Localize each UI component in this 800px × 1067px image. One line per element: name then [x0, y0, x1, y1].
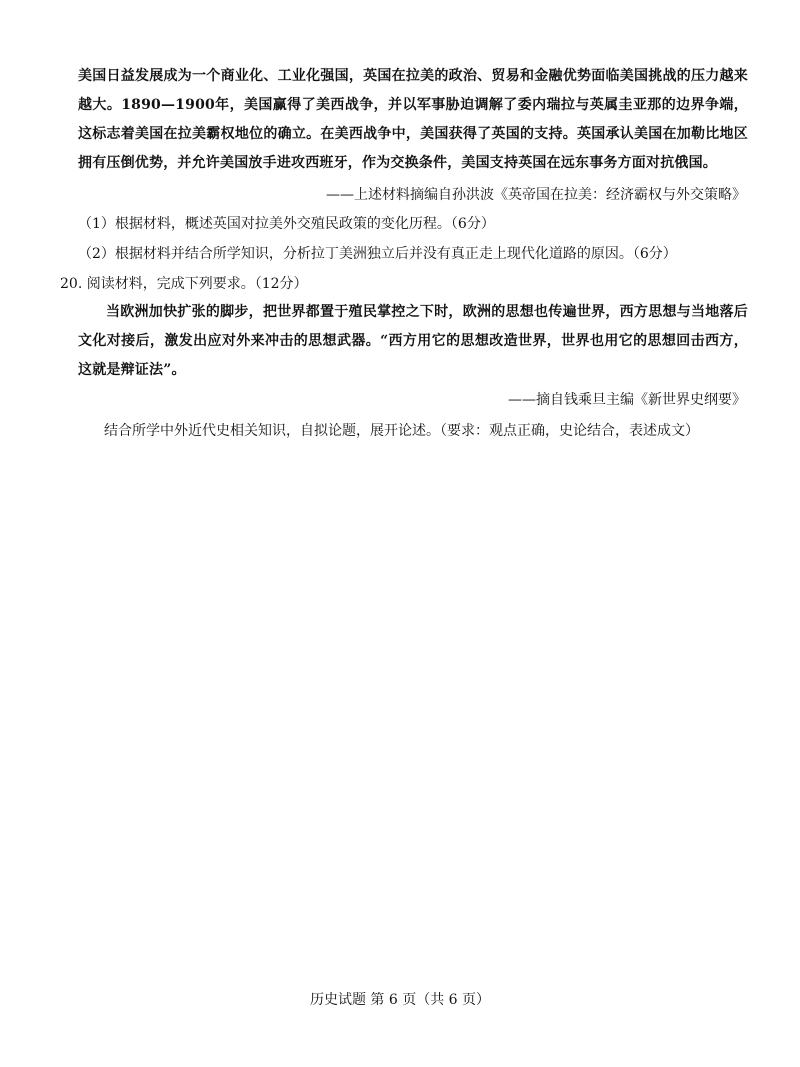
- q19-subquestion-2: （2）根据材料并结合所学知识，分析拉丁美洲独立后并没有真正走上现代化道路的原因。（6分）: [78, 246, 677, 262]
- q19-material-text: 美国日益发展成为一个商业化、工业化强国，英国在拉美的政治、贸易和金融优势面临美国挑战的压力越来越大。1890—1900年，美国赢得了美西战争，并以军事胁迫调解了委内瑞拉与英属圭亚那的边界争端，这标志着美国在拉美霸权地位的确立。在美西战争中，美国获得了英国的支持。英国承认美国在加勒比地区拥有压倒优势，并允许美国放手进攻西班牙，作为交换条件，美国支持英国在远东事务方面对抗俄国。: [78, 68, 748, 171]
- q19-source-citation: ——上述材料摘编自孙洪波《英帝国在拉美：经济霸权与外交策略》: [326, 187, 746, 203]
- q20-source-citation: ——摘自钱乘旦主编《新世界史纲要》: [508, 392, 746, 408]
- q20-heading: 20. 阅读材料，完成下列要求。（12分）: [60, 276, 308, 292]
- q20-material-text: 当欧洲加快扩张的脚步，把世界都置于殖民掌控之下时，欧洲的思想也传遍世界，西方思想与当地落后文化对接后，激发出应对外来冲击的思想武器。“西方用它的思想改造世界，世界也用它的思想回击西方，这就是辩证法”。: [78, 304, 748, 378]
- q19-subquestion-1: （1）根据材料，概述英国对拉美外交殖民政策的变化历程。（6分）: [78, 216, 495, 232]
- q20-task: 结合所学中外近代史相关知识，自拟论题，展开论述。（要求：观点正确，史论结合，表述成文）: [104, 423, 699, 439]
- page-footer: 历史试题 第 6 页（共 6 页）: [309, 992, 491, 1008]
